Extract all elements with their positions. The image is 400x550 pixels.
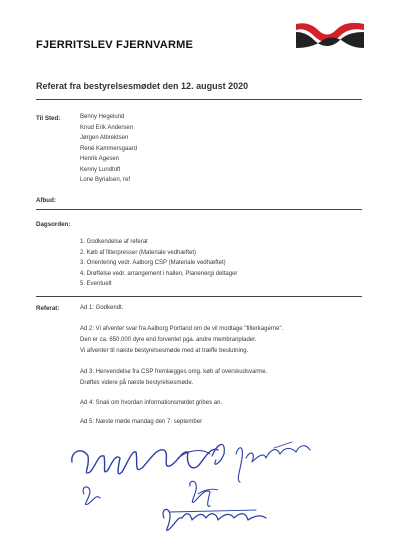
document-title: Referat fra bestyrelsesmødet den 12. august 2020 xyxy=(36,81,249,91)
company-logo-icon xyxy=(294,20,366,50)
attendee-name: René Kammersgaard xyxy=(80,145,138,152)
attendee-name: Lone Byrialsen, ref xyxy=(80,177,131,183)
agenda-item: 4. Drøftelse vedr. arrangement i hallen, Planenergi deltager xyxy=(80,270,238,277)
divider xyxy=(36,296,362,297)
agenda-list xyxy=(80,237,237,290)
organization-name: FJERRITSLEV FJERNVARME xyxy=(36,39,193,51)
referat-label: Referat: xyxy=(36,305,60,312)
attendee-name: Jørgen Albrektsen xyxy=(80,135,129,141)
referat-ad3-line: Ad 3: Henvendelse fra CSP fremlægges omg. køb af overskudsvarme. xyxy=(80,369,268,375)
agenda-item: 5. Eventuelt xyxy=(80,281,112,287)
attendee-name: Kenny Lundtoft xyxy=(80,166,121,173)
attendee-name: Henrik Agesen xyxy=(80,156,120,162)
referat-ad5: Ad 5: Næste møde mandag den 7. september xyxy=(80,419,203,425)
attendee-list xyxy=(80,112,137,186)
attendee-name: Benny Hegelund xyxy=(80,114,125,120)
referat-ad2-line: Den er ca. 650.000 dyre end forventet pga. andre membranplader. xyxy=(80,337,257,343)
handwritten-signatures-icon xyxy=(60,432,360,542)
referat-ad4: Ad 4: Snak om hvordan informationsmødet gribes an. xyxy=(80,400,223,406)
agenda-item: 3. Orientering vedr. Aalborg CSP (Materiale vedhæftet) xyxy=(80,260,226,266)
agenda-item: 1. Godkendelse af referat xyxy=(80,239,148,245)
agenda-item: 2. Køb af filterpresser (Materiale vedhæftet) xyxy=(80,249,197,256)
divider xyxy=(36,99,362,100)
referat-ad2-line: Ad 2: Vi afventer svar fra Aalborg Portland om de vil modtage "filterkagerne". xyxy=(80,326,284,332)
referat-ad2-line: Vi afventer til næste bestyrelsesmøde med at træffe beslutning. xyxy=(80,348,249,354)
attendee-name: Knud Erik Andersen xyxy=(80,124,134,131)
referat-ad1: Ad 1: Godkendt. xyxy=(80,305,124,311)
referat-ad3-line: Drøftes videre på næste bestyrelsesmøde. xyxy=(80,380,194,386)
dagsorden-label: Dagsorden: xyxy=(36,221,71,228)
til-sted-label: Til Sted: xyxy=(36,115,61,122)
afbud-label: Afbud: xyxy=(36,197,56,204)
divider xyxy=(36,209,362,210)
